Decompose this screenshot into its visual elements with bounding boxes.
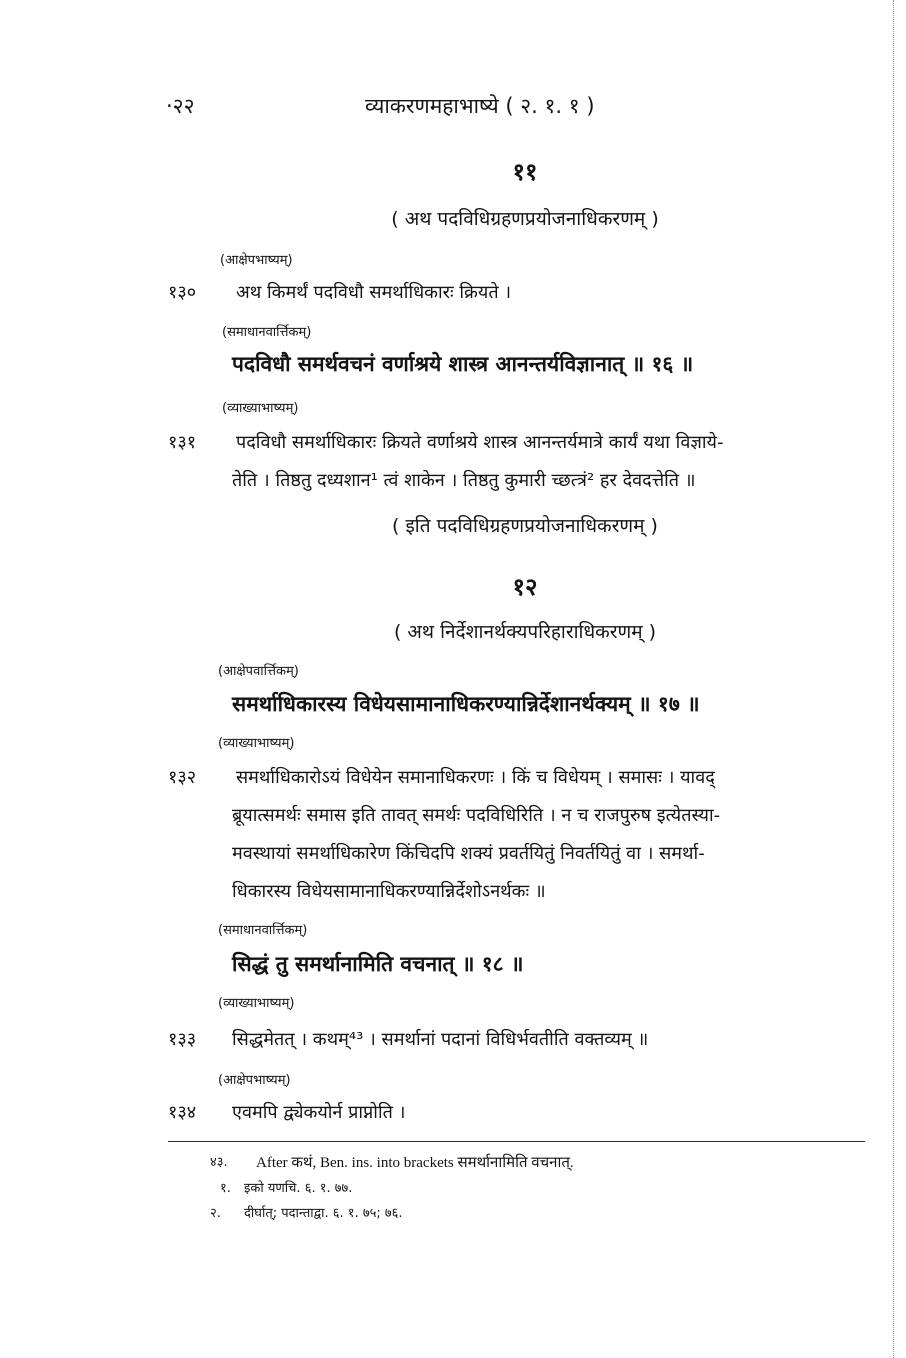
commentary-label: (आक्षेपभाष्यम्)	[218, 1073, 291, 1088]
paragraph-text: ब्रूयात्समर्थः समास इति तावत् समर्थः पदविधिरिति । न च राजपुरुष इत्येतस्या-	[232, 805, 721, 826]
paragraph-text: अथ किमर्थं पदविधौ समर्थाधिकारः क्रियते ।	[236, 282, 512, 303]
footnote-marker: ४३.	[210, 1155, 228, 1170]
footnote-divider	[168, 1141, 865, 1142]
paragraph-number: १३२	[168, 767, 197, 788]
paragraph-number: १३४	[168, 1102, 197, 1123]
commentary-label: (समाधानवार्त्तिकम्)	[222, 325, 312, 340]
commentary-label: (व्याख्याभाष्यम्)	[218, 996, 295, 1011]
running-title: व्याकरणमहाभाष्ये ( २. १. १ )	[365, 94, 595, 118]
paragraph-number: १३०	[168, 282, 197, 303]
paragraph-text: एवमपि द्व्येकयोर्न प्राप्नोति ।	[232, 1102, 406, 1123]
footnote-text: After कथं, Ben. ins. into brackets समर्थानामिति वचनात्.	[256, 1155, 574, 1171]
varttika-verse: समर्थाधिकारस्य विधेयसामानाधिकरण्यान्निर्देशानर्थक्यम् ॥ १७ ॥	[232, 692, 700, 716]
section-title: ( अथ पदविधिग्रहणप्रयोजनाधिकरणम् )	[391, 208, 659, 230]
page-number: ·२२	[166, 94, 195, 118]
paragraph-text: सिद्धमेतत् । कथम्⁴³ । समर्थानां पदानां विधिर्भवतीति वक्तव्यम् ॥	[232, 1029, 649, 1050]
paragraph-text: समर्थाधिकारोऽयं विधेयेन समानाधिकरणः । किं च विधेयम् । समासः । यावद्	[236, 767, 715, 788]
varttika-verse: पदविधौ समर्थवचनं वर्णाश्रये शास्त्र आनन्तर्यविज्ञानात् ॥ १६ ॥	[232, 352, 694, 376]
section-closing: ( इति पदविधिग्रहणप्रयोजनाधिकरणम् )	[392, 515, 658, 537]
paragraph-number: १३१	[168, 432, 197, 453]
section-number: ११	[512, 158, 538, 186]
footnote-marker: १.	[220, 1181, 231, 1196]
footnote-text: इको यणचि. ६. १. ७७.	[244, 1181, 353, 1196]
commentary-label: (आक्षेपभाष्यम्)	[220, 253, 293, 268]
footnote-marker: २.	[210, 1206, 221, 1221]
commentary-label: (समाधानवार्त्तिकम्)	[218, 923, 308, 938]
paragraph-text: पदविधौ समर्थाधिकारः क्रियते वर्णाश्रये शास्त्र आनन्तर्यमात्रे कार्यं यथा विज्ञाये-	[236, 432, 724, 453]
section-number: १२	[512, 573, 538, 601]
commentary-label: (व्याख्याभाष्यम्)	[222, 401, 299, 416]
paragraph-text: तेति । तिष्ठतु दध्यशान¹ त्वं शाकेन । तिष्ठतु कुमारी च्छत्त्रं² हर देवदत्तेति ॥	[232, 470, 696, 491]
section-title: ( अथ निर्देशानर्थक्यपरिहाराधिकरणम् )	[393, 621, 657, 643]
commentary-label: (आक्षेपवार्त्तिकम्)	[218, 664, 299, 679]
footnote-text: दीर्घात्; पदान्ताद्वा. ६. १. ७५; ७६.	[244, 1206, 403, 1221]
paragraph-number: १३३	[168, 1029, 197, 1050]
commentary-label: (व्याख्याभाष्यम्)	[218, 736, 295, 751]
page-edge-dots	[893, 0, 895, 1358]
varttika-verse: सिद्धं तु समर्थानामिति वचनात् ॥ १८ ॥	[232, 952, 524, 976]
paragraph-text: धिकारस्य विधेयसामानाधिकरण्यान्निर्देशोऽनर्थकः ॥	[232, 881, 546, 902]
paragraph-text: मवस्थायां समर्थाधिकारेण किंचिदपि शक्यं प्रवर्तयितुं निवर्तयितुं वा । समर्था-	[232, 843, 705, 864]
